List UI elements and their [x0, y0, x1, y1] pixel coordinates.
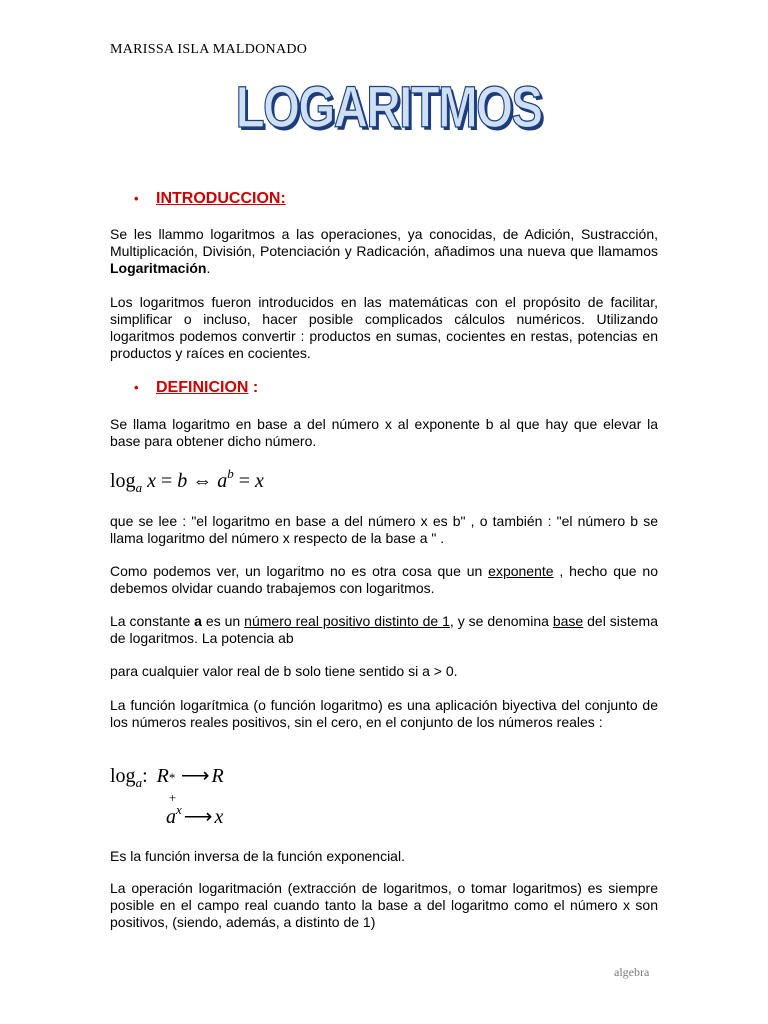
formula3-x: x: [214, 806, 224, 828]
formula-exp-map: [166, 802, 223, 829]
paragraph-1: [110, 226, 658, 277]
paragraph-4: que se lee : "el logaritmo en base a del número x es b" , o también : "el número b se llama logaritmo del número x respecto de la base a " .: [110, 513, 658, 546]
paragraph-1-bold: Logaritmación: [110, 260, 207, 276]
formula3-exp: x: [176, 802, 182, 817]
formula-log-definition: [110, 466, 264, 496]
paragraph-1-end: .: [206, 260, 211, 276]
formula-x: x: [147, 470, 156, 492]
title-container: [0, 74, 768, 141]
bullet-icon: •: [134, 380, 139, 395]
formula3-arrow: ⟶: [183, 806, 213, 828]
formula-eq2: =: [233, 470, 256, 492]
formula2-arrow: ⟶: [180, 765, 210, 787]
author-name: MARISSA ISLA MALDONADO: [110, 42, 308, 57]
formula-base: a: [135, 480, 143, 495]
formula-b: b: [177, 470, 188, 492]
heading-introduccion-label: INTRODUCCION:: [156, 190, 286, 207]
footer-label: algebra: [614, 965, 650, 979]
formula-exp: b: [227, 466, 234, 481]
formula2-log: log: [110, 765, 136, 787]
formula-iff: ⇔: [187, 470, 218, 492]
paragraph-6-a: La constante: [110, 613, 195, 629]
formula2-plus: +: [168, 790, 177, 805]
numero-real-link[interactable]: número real positivo distinto de 1: [244, 613, 450, 629]
formula-log-function: [110, 763, 224, 805]
formula2-colon: :: [142, 765, 148, 787]
paragraph-5-a: Como podemos ver, un logaritmo no es otra cosa que un: [110, 563, 489, 579]
formula2-base: a: [135, 775, 143, 790]
formula-log: log: [110, 470, 136, 492]
paragraph-1-text: Se les llammo logaritmos a las operaciones, ya conocidas, de Adición, Sustracción, Multiplicación, División, Potenciación y Radicación, añadimos una nueva que llamamos: [110, 226, 658, 259]
heading-introduccion: [134, 190, 286, 208]
paragraph-6-b: es un: [201, 613, 245, 629]
base-link[interactable]: base: [552, 613, 584, 629]
formula-x2: x: [255, 470, 264, 492]
paragraph-3: Se llama logaritmo en base a del número x al exponente b al que hay que elevar la base para obtener dicho número.: [110, 416, 658, 449]
paragraph-10: La operación logaritmación (extracción de logaritmos, o tomar logaritmos) es siempre posible en el campo real cuando tanto la base a del logaritmo como el número x son positivos, (siendo, además, a distinto de 1): [110, 880, 658, 930]
heading-definicion-label: DEFINICION: [156, 379, 249, 396]
paragraph-6: [110, 613, 658, 647]
paragraph-8: La función logarítmica (o función logaritmo) es una aplicación biyectiva del conjunto de los números reales positivos, sin el cero, en el conjunto de los números reales :: [110, 697, 658, 730]
formula-eq1: =: [155, 470, 178, 492]
paragraph-6-d: del sistema de logaritmos. La potencia ab: [110, 613, 659, 646]
page-title: LOGARITMOS: [236, 75, 542, 140]
paragraph-6-c: , y se denomina: [449, 613, 553, 629]
formula-a: a: [217, 470, 228, 492]
heading-definicion-colon: :: [248, 379, 259, 396]
paragraph-6-bold: a: [194, 613, 202, 629]
exponente-link[interactable]: exponente: [488, 563, 554, 579]
paragraph-5: [110, 563, 658, 597]
paragraph-7: para cualquier valor real de b solo tiene sentido si a > 0.: [110, 663, 458, 679]
formula2-R2: R: [211, 765, 224, 787]
formula3-a: a: [166, 806, 176, 828]
formula2-star: *: [168, 770, 176, 785]
formula2-R: R: [156, 765, 169, 787]
paragraph-9: Es la función inversa de la función exponencial.: [110, 848, 405, 864]
heading-definicion: [134, 379, 258, 397]
paragraph-5-b: , hecho que no debemos olvidar cuando trabajemos con logaritmos.: [110, 563, 658, 596]
bullet-icon: •: [134, 191, 139, 206]
paragraph-2: Los logaritmos fueron introducidos en las matemáticas con el propósito de facilitar, simplificar o incluso, hacer posible complicados cálculos numéricos. Utilizando logaritmos podemos convertir : productos en sumas, cocientes en restas, potencias en productos y raíces en cocientes.: [110, 294, 658, 361]
